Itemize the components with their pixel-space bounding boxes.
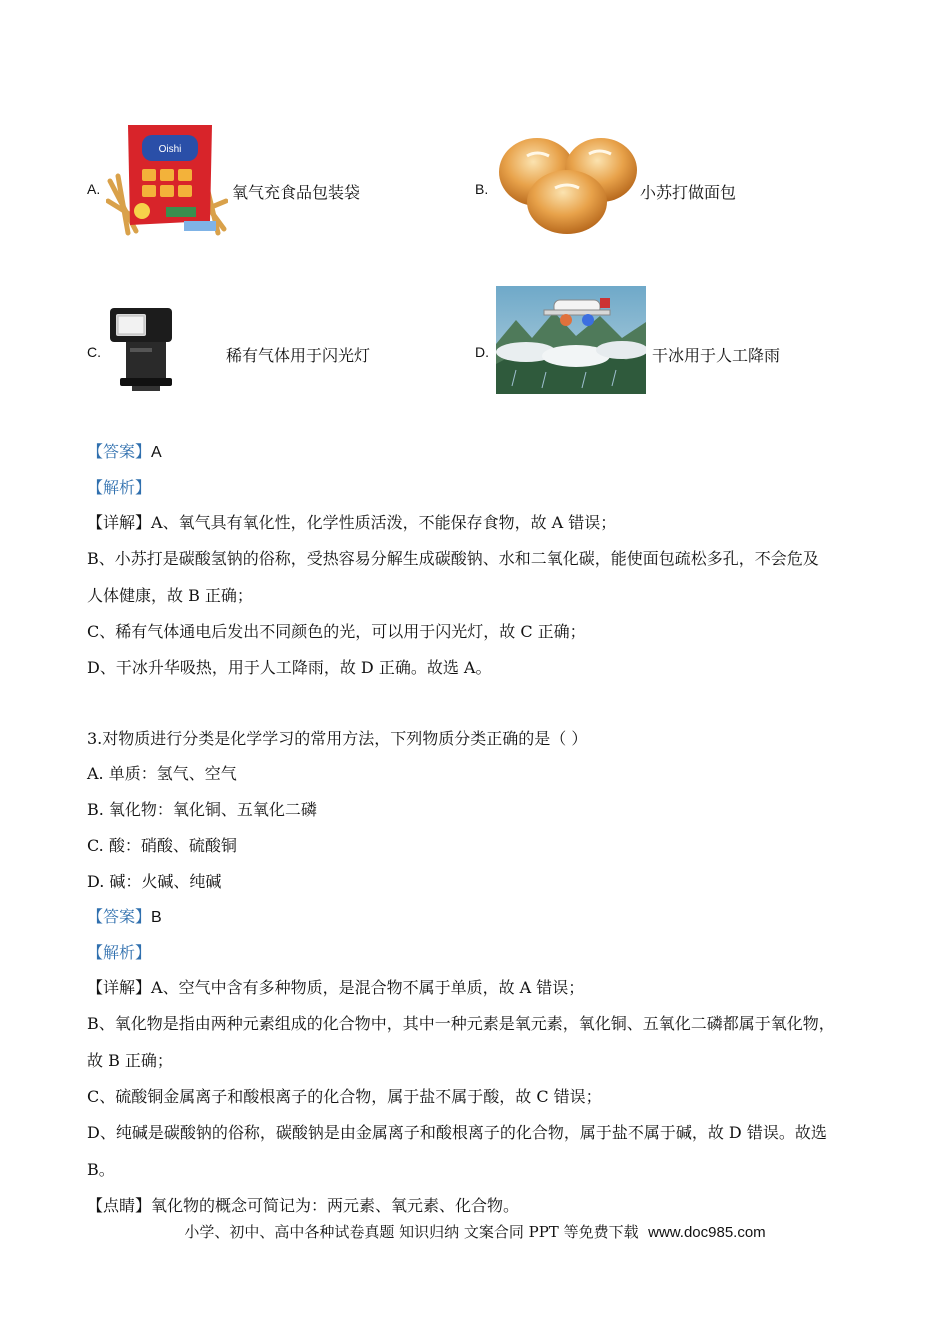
snack-bag-image [106, 121, 228, 236]
page-footer [0, 1221, 950, 1242]
footer-url[interactable]: www.doc985.com [648, 1224, 766, 1241]
option-a-text: 氧气充食品包装袋 [232, 183, 361, 202]
artificial-rain-image [496, 286, 646, 394]
q2-analysis-tag: 【解析】 [87, 478, 152, 497]
q3-tip-line [87, 1196, 519, 1216]
option-b-text: 小苏打做面包 [640, 183, 737, 202]
q3-analysis-tag: 【解析】 [87, 943, 152, 962]
q3-tip-text: 氧化物的概念可简记为：两元素、氧元素、化合物。 [151, 1196, 520, 1215]
q2-detail-line-3: 人体健康，故 B 正确； [87, 586, 253, 605]
q2-detail-tag: 【详解】 [87, 513, 152, 532]
q2-answer-tag: 【答案】 [87, 442, 152, 461]
q3-option-d: D. 碱：火碱、纯碱 [87, 872, 222, 891]
q3-detail-line-6: B。 [87, 1160, 115, 1179]
option-d-text: 干冰用于人工降雨 [652, 346, 781, 365]
q2-detail-line-5: D、干冰升华吸热，用于人工降雨，故 D 正确。故选 A。 [87, 658, 492, 677]
q2-detail-line-1 [87, 513, 616, 533]
q3-detail-line-3: 故 B 正确； [87, 1051, 173, 1070]
q3-stem: 3.对物质进行分类是化学学习的常用方法，下列物质分类正确的是（ ） [87, 729, 588, 748]
svg-text:Oishi: Oishi [158, 144, 182, 155]
q3-answer-line [87, 907, 162, 928]
q3-detail-tag: 【详解】 [87, 978, 152, 997]
q3-tip-tag: 【点睛】 [87, 1196, 152, 1215]
q2-detail-text-1: A、氧气具有氧化性，化学性质活泼，不能保存食物，故 A 错误； [151, 513, 617, 532]
option-a-letter: A. [87, 181, 101, 197]
option-b-letter: B. [475, 181, 489, 197]
q3-option-c: C. 酸：硝酸、硫酸铜 [87, 836, 237, 855]
flash-lamp-image [106, 304, 178, 392]
q2-answer-value: A [151, 444, 162, 461]
q3-option-a: A. 单质：氢气、空气 [87, 764, 237, 783]
q3-answer-tag: 【答案】 [87, 907, 152, 926]
q3-detail-text-1: A、空气中含有多种物质，是混合物不属于单质，故 A 错误； [151, 978, 585, 997]
q3-detail-line-1 [87, 978, 584, 998]
q2-answer-line [87, 442, 162, 463]
q3-option-b: B. 氧化物：氧化铜、五氧化二磷 [87, 800, 317, 819]
option-c-text: 稀有气体用于闪光灯 [226, 346, 371, 365]
q2-detail-line-4: C、稀有气体通电后发出不同颜色的光，可以用于闪光灯，故 C 正确； [87, 622, 586, 641]
q3-answer-value: B [151, 909, 162, 926]
q3-detail-line-5: D、纯碱是碳酸钠的俗称，碳酸钠是由金属离子和酸根离子的化合物，属于盐不属于碱，故 D 错误。故选 [87, 1123, 827, 1142]
q2-detail-line-2: B、小苏打是碳酸氢钠的俗称，受热容易分解生成碳酸钠、水和二氧化碳，能使面包疏松多孔，不会危及 [87, 549, 819, 568]
option-d-letter: D. [475, 344, 489, 360]
footer-text: 小学、初中、高中各种试卷真题 知识归纳 文案合同 PPT 等免费下载 [184, 1223, 639, 1241]
q3-detail-line-2: B、氧化物是指由两种元素组成的化合物中，其中一种元素是氧元素，氧化铜、五氧化二磷都属于氧化物， [87, 1014, 835, 1033]
option-c-letter: C. [87, 344, 101, 360]
q3-detail-line-4: C、硫酸铜金属离子和酸根离子的化合物，属于盐不属于酸，故 C 错误； [87, 1087, 602, 1106]
bread-image [497, 124, 639, 236]
